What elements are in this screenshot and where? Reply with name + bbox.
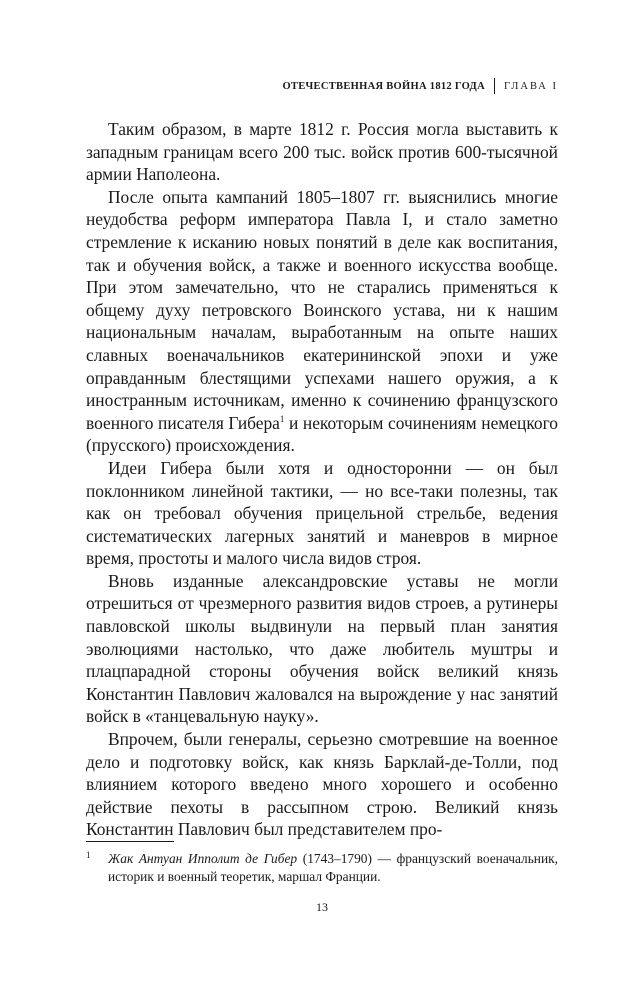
footnote-rule (86, 841, 174, 842)
footnote (86, 850, 558, 885)
running-head-chapter: ГЛАВА I (503, 80, 558, 92)
footnote-reference[interactable]: 1 (279, 413, 285, 424)
page-number: 13 (316, 900, 328, 914)
footnote-name: Жак Антуан Ипполит де Гибер (108, 851, 298, 866)
paragraph-5: Впрочем, были генералы, серьезно смотревшие на военное дело и подготовку войск, как князь Барклай-де-Толли, под влиянием которого введено много хорошего и особенно действие пехоты в рассыпном строю. Великий князь Константин Павлович был представителем про- (86, 729, 558, 840)
footnote-text (108, 850, 558, 885)
running-head-divider (494, 78, 495, 94)
paragraph-3: Идеи Гибера были хотя и односторонни — он был поклонником линейной тактики, — но все-таки полезны, так как он требовал обучения прицельной стрельбе, ведения систематических лагерных занятий и маневров в мирное время, простоты и малого числа видов строя. (86, 457, 558, 569)
paragraph-2-part-2: и некоторым сочинениям немецкого (прусского) происхождения. (86, 412, 558, 456)
paragraph-2-part-1: После опыта кампаний 1805–1807 гг. выяснились многие неудобства реформ императора Павла I, и стало заметно стремление к исканию новых понятий в деле как воспитания, так и обучения войск, а также и военного искусства вообще. При этом замечательно, что не старались применяться к общему духу петровского Воинского устава, ни к нашим национальным началам, выработанным на опыте наших славных военачальников екатерининской эпохи и уже оправданным блестящими успехами нашего оружия, а к иностранным источникам, именно к сочинению французского военного писателя Гибера (86, 186, 558, 433)
running-head (282, 78, 558, 94)
paragraph-4: Вновь изданные александровские уставы не могли отрешиться от чрезмерного развития видов строев, а рутинеры павловской школы выдвинули на первый план занятия эволюциями настолько, что даже любитель муштры и плацпарадной стороны обучения войск великий князь Константин Павлович жаловался на вырождение у нас занятий войск в «танцевальную науку». (86, 570, 558, 727)
body-text (86, 118, 558, 841)
footnote-description: (1743–1790) — французский военачальник, историк и военный теоретик, маршал Франции. (108, 851, 558, 884)
running-head-title: ОТЕЧЕСТВЕННАЯ ВОЙНА 1812 ГОДА (282, 80, 485, 92)
paragraph-1: Таким образом, в марте 1812 г. Россия могла выставить к западным границам всего 200 тыс. войск против 600-тысячной армии Наполеона. (86, 119, 558, 185)
footnote-number: 1 (86, 850, 91, 860)
paragraph-2 (86, 186, 558, 457)
